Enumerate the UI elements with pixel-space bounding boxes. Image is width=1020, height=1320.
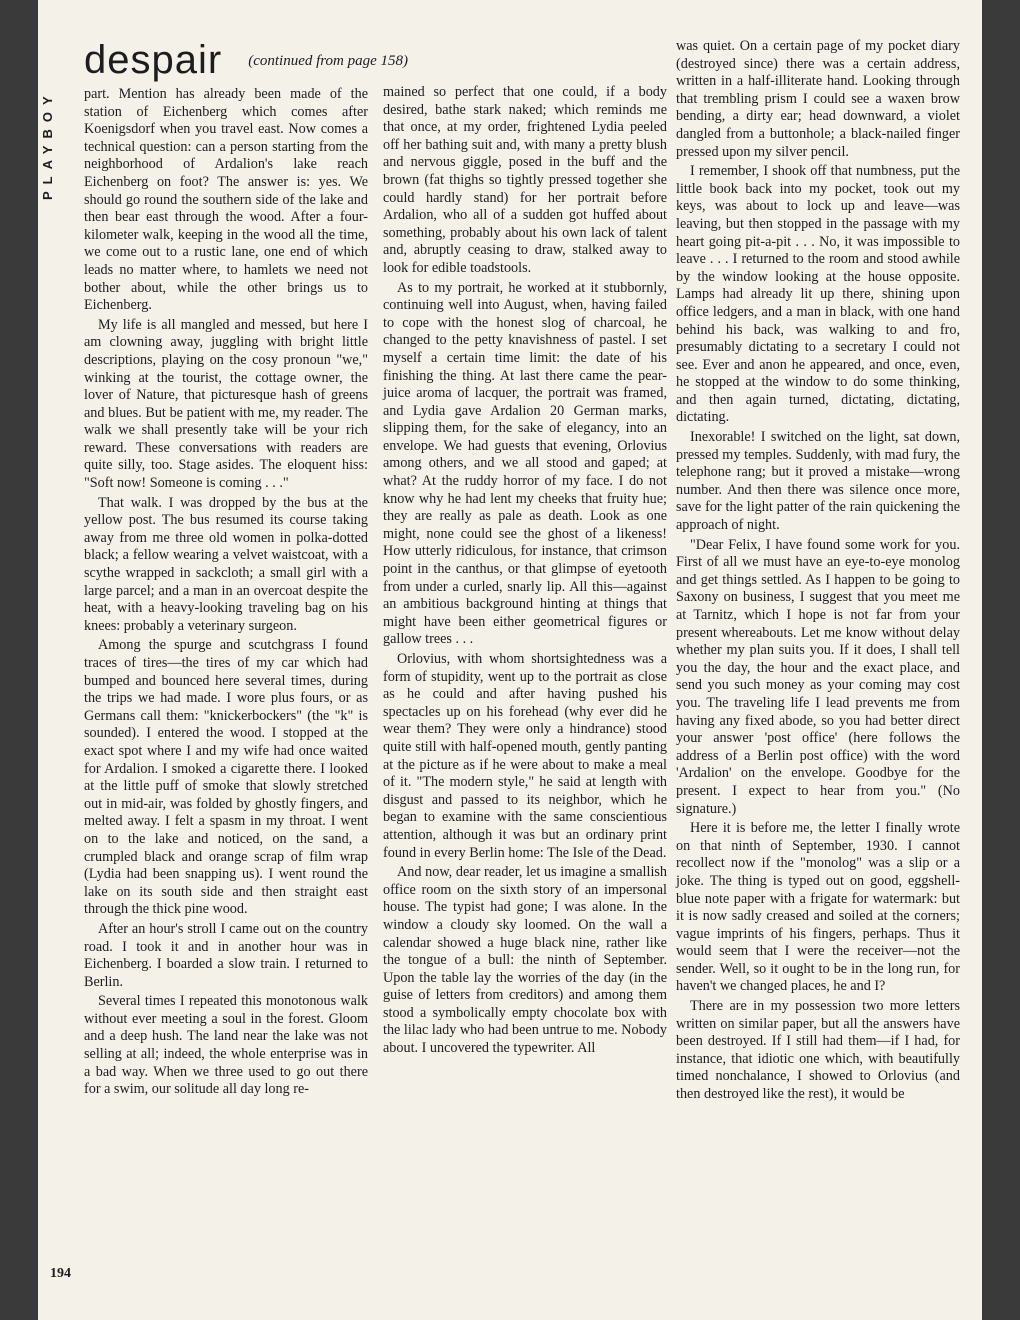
text-column-2 [383,84,667,1284]
paragraph: Here it is before me, the letter I finally wrote on that ninth of September, 1930. I cannot recollect now if the "monolog" was a slip or a joke. The thing is typed out on good, eggshell-blue note paper with a frigate for watermark: but it is now sadly creased and soiled at the corners; vague imprints of his fingers, perhaps. Thus it would seem that I were the receiver—not the sender. Well, so it ought to be in the long run, for haven't we changed places, he and I? [676,820,960,995]
paragraph: Among the spurge and scutchgrass I found traces of tires—the tires of my car which had bumped and bounced here several times, during the trips we had made. I wore plus fours, or as Germans call them: "knickerbockers" (the "k" is sounded). I entered the wood. I stopped at the exact spot where I and my wife had once waited for Ardalion. I smoked a cigarette there. I looked at the little puff of smoke that slowly stretched out in mid-air, was folded by ghostly fingers, and melted away. I felt a spasm in my throat. I went on to the lake and noticed, on the sand, a crumpled black and orange scrap of film wrap (Lydia had been snapping us). I went round the lake on its south side and then straight east through the thick pine wood. [84,637,368,918]
article-title: despair [84,38,223,82]
text-column-1 [84,86,368,1286]
paragraph: part. Mention has already been made of the station of Eichenberg which comes after Koenigsdorf when you travel east. Now comes a technical question: can a person starting from the neighborhood of Ardalion's lake reach Eichenberg on foot? The answer is: yes. We should go round the southern side of the lake and then bear east through the wood. After a four-kilometer walk, keeping in the wood all the time, we come out to a rustic lane, one end of which leads no matter where, to hamlets we need not bother about, while the other brings us to Eichenberg. [84,86,368,314]
paragraph: was quiet. On a certain page of my pocket diary (destroyed since) there was a certain address, written in a half-illiterate hand. Looking through that trembling prism I could see a waxen brow bending, a dirty ear; head downward, a violet dangled from a buttonhole; a black-nailed finger pressed upon my silver pencil. [676,38,960,160]
paragraph: "Dear Felix, I have found some work for you. First of all we must have an eye-to-eye monolog and get things settled. As I happen to be going to Saxony on business, I suggest that you meet me at Tarnitz, which I hope is not far from your present whereabouts. Let me know without delay whether my plan suits you. If it does, I shall tell you the day, the hour and the exact place, and send you such money as your coming may cost you. The traveling life I lead prevents me from having any fixed abode, so you had better direct your answer 'post office' (here follows the address of a Berlin post office) with the word 'Ardalion' on the envelope. Goodbye for the present. I expect to hear from you." (No signature.) [676,536,960,817]
article-header [84,40,644,84]
paragraph: There are in my possession two more letters written on similar paper, but all the answers have been destroyed. If I still had them—if I had, for instance, that idiotic one which, with beautifully timed nonchalance, I showed to Orlovius (and then destroyed like the rest), it would be [676,998,960,1103]
magazine-page [38,0,982,1320]
text-column-3 [676,38,960,1288]
page-number: 194 [50,1266,71,1281]
continued-note: (continued from page 158) [248,53,409,69]
paragraph: Several times I repeated this monotonous walk without ever meeting a soul in the forest. Gloom and a deep hush. The land near the lake was not selling at all; indeed, the whole enterprise was in a bad way. When we three used to go out there for a swim, our solitude all day long re- [84,993,368,1098]
paragraph: Orlovius, with whom shortsightedness was a form of stupidity, went up to the portrait as close as he could and after having pushed his spectacles up on his forehead (why ever did he wear them? They were only a hindrance) stood quite still with half-opened mouth, gently panting at the picture as if he were about to make a meal of it. "The modern style," he said at length with disgust and passed to its neighbor, which he began to examine with the same conscientious attention, although it was but an ordinary print found in every Berlin home: The Isle of the Dead. [383,651,667,861]
paragraph: As to my portrait, he worked at it stubbornly, continuing well into August, when, having failed to cope with the honest slog of charcoal, he changed to the petty knavishness of pastel. I set myself a certain time limit: the date of his finishing the thing. At last there came the pear-juice aroma of lacquer, the portrait was framed, and Lydia gave Ardalion 20 German marks, slipping them, for the sake of elegancy, into an envelope. We had guests that evening, Orlovius among others, and we all stood and gaped; at what? At the ruddy horror of my face. I do not know why he had lent my cheeks that fruity hue; they are really as pale as death. Look as one might, none could see the ghost of a likeness! How utterly ridiculous, for instance, that crimson point in the canthus, or that glimpse of eyetooth from under a curled, snarly lip. All this—against an ambitious background hinting at things that might have been either geometrical figures or gallow trees . . . [383,279,667,648]
running-head: PLAYBOY [40,89,55,200]
paragraph: After an hour's stroll I came out on the country road. I took it and in another hour was in Eichenberg. I boarded a slow train. I returned to Berlin. [84,920,368,990]
paragraph: That walk. I was dropped by the bus at the yellow post. The bus resumed its course taking away from me three old women in polka-dotted black; a fellow wearing a velvet waistcoat, with a scythe wrapped in sackcloth; a small girl with a large parcel; and a man in an overcoat despite the heat, with a heavy-looking traveling bag on his knees: probably a veterinary surgeon. [84,494,368,634]
paragraph: And now, dear reader, let us imagine a smallish office room on the sixth story of an impersonal house. The typist had gone; I was alone. In the window a cloudy sky loomed. On the wall a calendar showed a huge black nine, rather like the tongue of a bull: the ninth of September. Upon the table lay the worries of the day (in the guise of letters from creditors) and among them stood a symbolically empty chocolate box with the lilac lady who had been untrue to me. Nobody about. I uncovered the typewriter. All [383,864,667,1057]
paragraph: Inexorable! I switched on the light, sat down, pressed my temples. Suddenly, with mad fury, the telephone rang; but it proved a mistake—wrong number. And then there was silence once more, save for the light patter of the rain quickening the approach of night. [676,429,960,534]
paragraph: I remember, I shook off that numbness, put the little book back into my pocket, took out my keys, was about to lock up and leave—was leaving, but then stopped in the passage with my heart going pit-a-pit . . . No, it was impossible to leave . . . I returned to the room and stood awhile by the window looking at the house opposite. Lamps had already lit up there, shining upon office ledgers, and a man in black, with one hand behind his back, was walking to and fro, presumably dictating to a secretary I could not see. Ever and anon he appeared, and once, even, he stopped at the window to do some thinking, and then again turned, dictating, dictating, dictating. [676,163,960,426]
paragraph: mained so perfect that one could, if a body desired, bathe stark naked; which reminds me that once, at my order, frightened Lydia peeled off her bathing suit and, with many a pretty blush and nervous giggle, posed in the buff and the brown (fat thighs so tightly pressed together she could hardly stand) for her portrait before Ardalion, who all of a sudden got huffed about something, probably about his own lack of talent and, abruptly ceasing to draw, stalked away to look for edible toadstools. [383,84,667,276]
paragraph: My life is all mangled and messed, but here I am clowning away, juggling with bright little descriptions, playing on the cosy pronoun "we," winking at the tourist, the cottage owner, the lover of Nature, that picturesque hash of greens and blues. But be patient with me, my reader. The walk we shall presently take will be your rich reward. These conversations with readers are quite silly, too. Stage asides. The eloquent hiss: "Soft now! Someone is coming . . ." [84,316,368,492]
